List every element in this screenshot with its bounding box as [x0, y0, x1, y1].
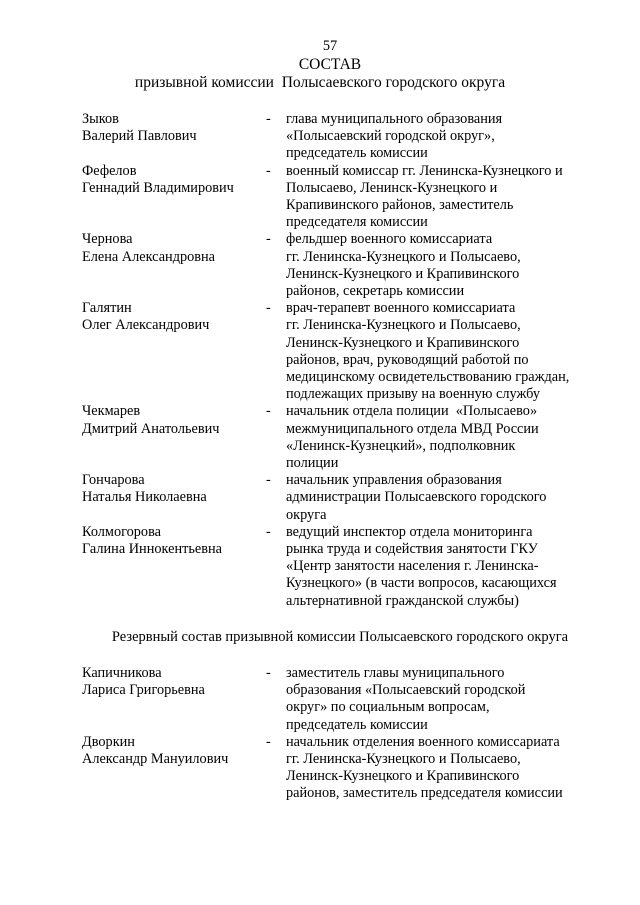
member-given-name: Наталья Николаевна: [82, 489, 207, 506]
separator-dash: -: [266, 403, 271, 420]
member-entry: [82, 300, 602, 403]
member-name: [82, 111, 260, 163]
member-name: [82, 524, 260, 610]
separator-dash: -: [266, 665, 271, 681]
member-name: [82, 300, 260, 403]
separator-dash: -: [266, 472, 271, 489]
member-surname: Колмогорова: [82, 523, 161, 540]
member-name: [82, 734, 260, 803]
member-name: [82, 665, 260, 734]
member-name: [82, 231, 260, 300]
member-role: начальник отдела полиции «Полысаево» межмуниципального отдела МВД России «Ленинск-Кузнецкий», подполковник полиции: [286, 403, 539, 471]
member-surname: Зыков: [82, 111, 119, 127]
member-entry: [82, 231, 602, 300]
member-role: врач-терапевт военного комиссариата гг. Ленинска-Кузнецкого и Полысаево, Ленинск-Кузнецкого и Крапивинского районов, врач, руководящий работой по медицинскому освидетельствованию граждан, подлежащих призыву на военную службу: [286, 300, 570, 403]
member-given-name: Галина Иннокентьевна: [82, 540, 222, 557]
member-surname: Чернова: [82, 231, 133, 248]
member-role: ведущий инспектор отдела мониторинга рынка труда и содействия занятости ГКУ «Центр занятости населения г. Ленинска- Кузнецкого» (в части вопросов, касающихся альтернативной гражданской службы): [286, 523, 557, 609]
reserve-members-list: [82, 665, 602, 803]
document-subtitle: призывной комиссии Полысаевского городского округа: [134, 74, 506, 91]
member-entry: [82, 403, 602, 472]
member-entry: [82, 734, 602, 803]
separator-dash: -: [266, 733, 271, 750]
member-entry: [82, 111, 602, 163]
member-role: начальник управления образования администрации Полысаевского городского округа: [286, 472, 547, 523]
commission-members-list: [82, 111, 602, 610]
member-entry: [82, 665, 602, 734]
member-entry: [82, 472, 602, 524]
member-name: [82, 163, 260, 232]
member-given-name: Геннадий Владимирович: [82, 179, 234, 196]
member-given-name: Александр Мануилович: [82, 751, 229, 767]
member-given-name: Дмитрий Анатольевич: [82, 420, 220, 437]
member-surname: Чекмарев: [82, 403, 141, 420]
page-number: 57: [322, 38, 338, 54]
member-name: [82, 472, 260, 524]
member-given-name: Елена Александровна: [82, 248, 216, 265]
separator-dash: -: [266, 300, 271, 317]
member-surname: Капичникова: [82, 665, 162, 681]
member-given-name: Лариса Григорьевна: [82, 682, 205, 699]
member-role: глава муниципального образования «Полысаевский городской округ», председатель комиссии: [286, 111, 503, 162]
reserve-section-heading: Резервный состав призывной комиссии Полысаевского городского округа: [111, 629, 569, 645]
separator-dash: -: [266, 231, 271, 248]
member-surname: Гончарова: [82, 472, 145, 489]
member-surname: Дворкин: [82, 733, 135, 750]
document-title: СОСТАВ: [298, 56, 362, 73]
member-given-name: Олег Александрович: [82, 317, 210, 334]
separator-dash: -: [266, 111, 271, 127]
member-name: [82, 403, 260, 472]
separator-dash: -: [266, 523, 271, 540]
member-surname: Фефелов: [82, 162, 137, 179]
member-role: начальник отделения военного комиссариата гг. Ленинска-Кузнецкого и Полысаево, Ленинск-Кузнецкого и Крапивинского районов, заместитель председателя комиссии: [286, 733, 563, 802]
member-entry: [82, 524, 602, 610]
member-surname: Галятин: [82, 300, 132, 317]
separator-dash: -: [266, 162, 271, 179]
member-role: военный комиссар гг. Ленинска-Кузнецкого и Полысаево, Ленинск-Кузнецкого и Крапивинского районов, заместитель председателя комиссии: [286, 162, 563, 231]
member-given-name: Валерий Павлович: [82, 128, 197, 145]
member-role: заместитель главы муниципального образования «Полысаевский городской округ» по социальным вопросам, председатель комиссии: [286, 665, 526, 733]
member-entry: [82, 163, 602, 232]
member-role: фельдшер военного комиссариата гг. Ленинска-Кузнецкого и Полысаево, Ленинск-Кузнецкого и Крапивинского районов, секретарь комиссии: [286, 231, 521, 299]
